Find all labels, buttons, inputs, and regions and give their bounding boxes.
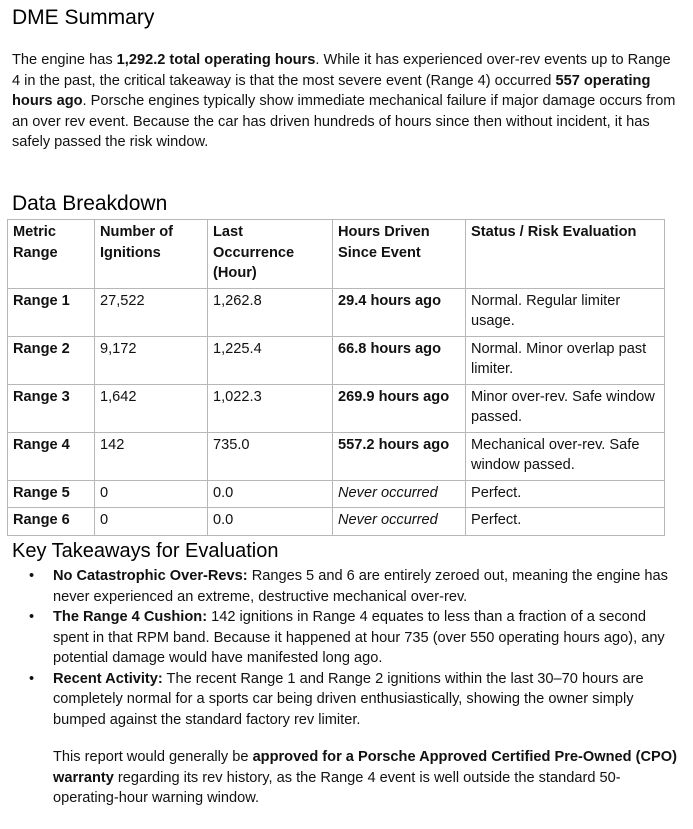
- summary-bold-operating-hours: 1,292.2 total operating hours: [116, 52, 316, 68]
- summary-bold-hours-ago: 557 operating hours ago: [12, 72, 651, 109]
- table-row: [8, 432, 665, 480]
- conclusion-paragraph: [53, 747, 678, 809]
- cell-ignitions: 27,522: [95, 288, 208, 336]
- cell-range: Range 1: [8, 288, 95, 336]
- bullet-marker: •: [29, 670, 35, 687]
- cell-range: Range 4: [8, 432, 95, 480]
- conclusion-text-1: This report would generally be: [53, 749, 253, 765]
- cell-status: Minor over-rev. Safe window passed.: [466, 384, 665, 432]
- cell-last-occurrence: 0.0: [208, 480, 333, 508]
- cell-hours-since: 66.8 hours ago: [333, 336, 466, 384]
- bullet-marker: •: [29, 609, 35, 625]
- cell-ignitions: 9,172: [95, 336, 208, 384]
- takeaway-text: Ranges 5 and 6 are entirely zeroed out, meaning the engine has never experienced an extreme, destructive mechanical over-rev.: [53, 568, 668, 605]
- takeaway-title: Recent Activity:: [53, 670, 163, 687]
- cell-status: Perfect.: [466, 508, 665, 536]
- cell-ignitions: 1,642: [95, 384, 208, 432]
- cell-status: Normal. Minor overlap past limiter.: [466, 336, 665, 384]
- table-row: [8, 384, 665, 432]
- cell-status: Perfect.: [466, 480, 665, 508]
- takeaway-text: 142 ignitions in Range 4 equates to less than a fraction of a second spent in that RPM band. Because it happened at hour 735 (over 550 operating hours ago), any potential damage would have manifested long ago.: [53, 609, 665, 666]
- table-row: [8, 336, 665, 384]
- summary-text-2: . While it has experienced over-rev events up to Range 4 in the past, the critical takeaway is that the most severe event (Range 4) occurred: [12, 52, 671, 89]
- cell-hours-since: 557.2 hours ago: [333, 432, 466, 480]
- cell-ignitions: 142: [95, 432, 208, 480]
- column-header-last-occurrence: Last Occurrence (Hour): [208, 220, 333, 289]
- takeaway-title: The Range 4 Cushion:: [53, 609, 208, 625]
- bullet-marker: •: [29, 568, 35, 584]
- column-header-metric-range: Metric Range: [8, 220, 95, 289]
- cell-ignitions: 0: [95, 508, 208, 536]
- cell-range: Range 2: [8, 336, 95, 384]
- cell-range: Range 6: [8, 508, 95, 536]
- cell-hours-since: 269.9 hours ago: [333, 384, 466, 432]
- summary-text-1: The engine has: [12, 52, 117, 68]
- cell-hours-since: 29.4 hours ago: [333, 288, 466, 336]
- column-header-ignitions: Number of Ignitions: [95, 220, 208, 289]
- list-item: [12, 566, 672, 607]
- takeaway-text: The recent Range 1 and Range 2 ignitions within the last 30–70 hours are completely normal for a sports car being driven enthusiastically, showing the owner simply bumped against the standard factory rev limiter.: [53, 670, 644, 728]
- takeaway-title: No Catastrophic Over-Revs:: [53, 568, 248, 584]
- summary-paragraph: [12, 50, 680, 153]
- conclusion-bold-warranty: approved for a Porsche Approved Certified Pre-Owned (CPO) warranty: [53, 749, 677, 786]
- summary-text-3: . Porsche engines typically show immediate mechanical failure if major damage occurs from an over rev event. Because the car has driven hundreds of hours since then without incident, it has safely passed the risk window.: [12, 93, 676, 150]
- cell-hours-since: Never occurred: [333, 508, 466, 536]
- list-item: [12, 607, 672, 669]
- column-header-status: Status / Risk Evaluation: [466, 220, 665, 289]
- takeaways-heading: Key Takeaways for Evaluation: [12, 540, 279, 562]
- cell-status: Normal. Regular limiter usage.: [466, 288, 665, 336]
- list-item: [12, 669, 672, 731]
- cell-last-occurrence: 1,225.4: [208, 336, 333, 384]
- conclusion-text-2: regarding its rev history, as the Range 4 event is well outside the standard 50-operating-hour warning window.: [53, 769, 621, 806]
- cell-last-occurrence: 735.0: [208, 432, 333, 480]
- cell-range: Range 5: [8, 480, 95, 508]
- cell-last-occurrence: 1,022.3: [208, 384, 333, 432]
- data-breakdown-table: [7, 219, 665, 536]
- table-header-row: [8, 220, 665, 289]
- breakdown-heading: Data Breakdown: [12, 192, 168, 215]
- cell-last-occurrence: 1,262.8: [208, 288, 333, 336]
- cell-hours-since: Never occurred: [333, 480, 466, 508]
- cell-last-occurrence: 0.0: [208, 508, 333, 536]
- cell-status: Mechanical over-rev. Safe window passed.: [466, 432, 665, 480]
- column-header-hours-since: Hours Driven Since Event: [333, 220, 466, 289]
- table-row: [8, 288, 665, 336]
- takeaways-list: [12, 566, 672, 730]
- table-row: [8, 480, 665, 508]
- table-row: [8, 508, 665, 536]
- cell-ignitions: 0: [95, 480, 208, 508]
- summary-heading: DME Summary: [12, 6, 155, 29]
- cell-range: Range 3: [8, 384, 95, 432]
